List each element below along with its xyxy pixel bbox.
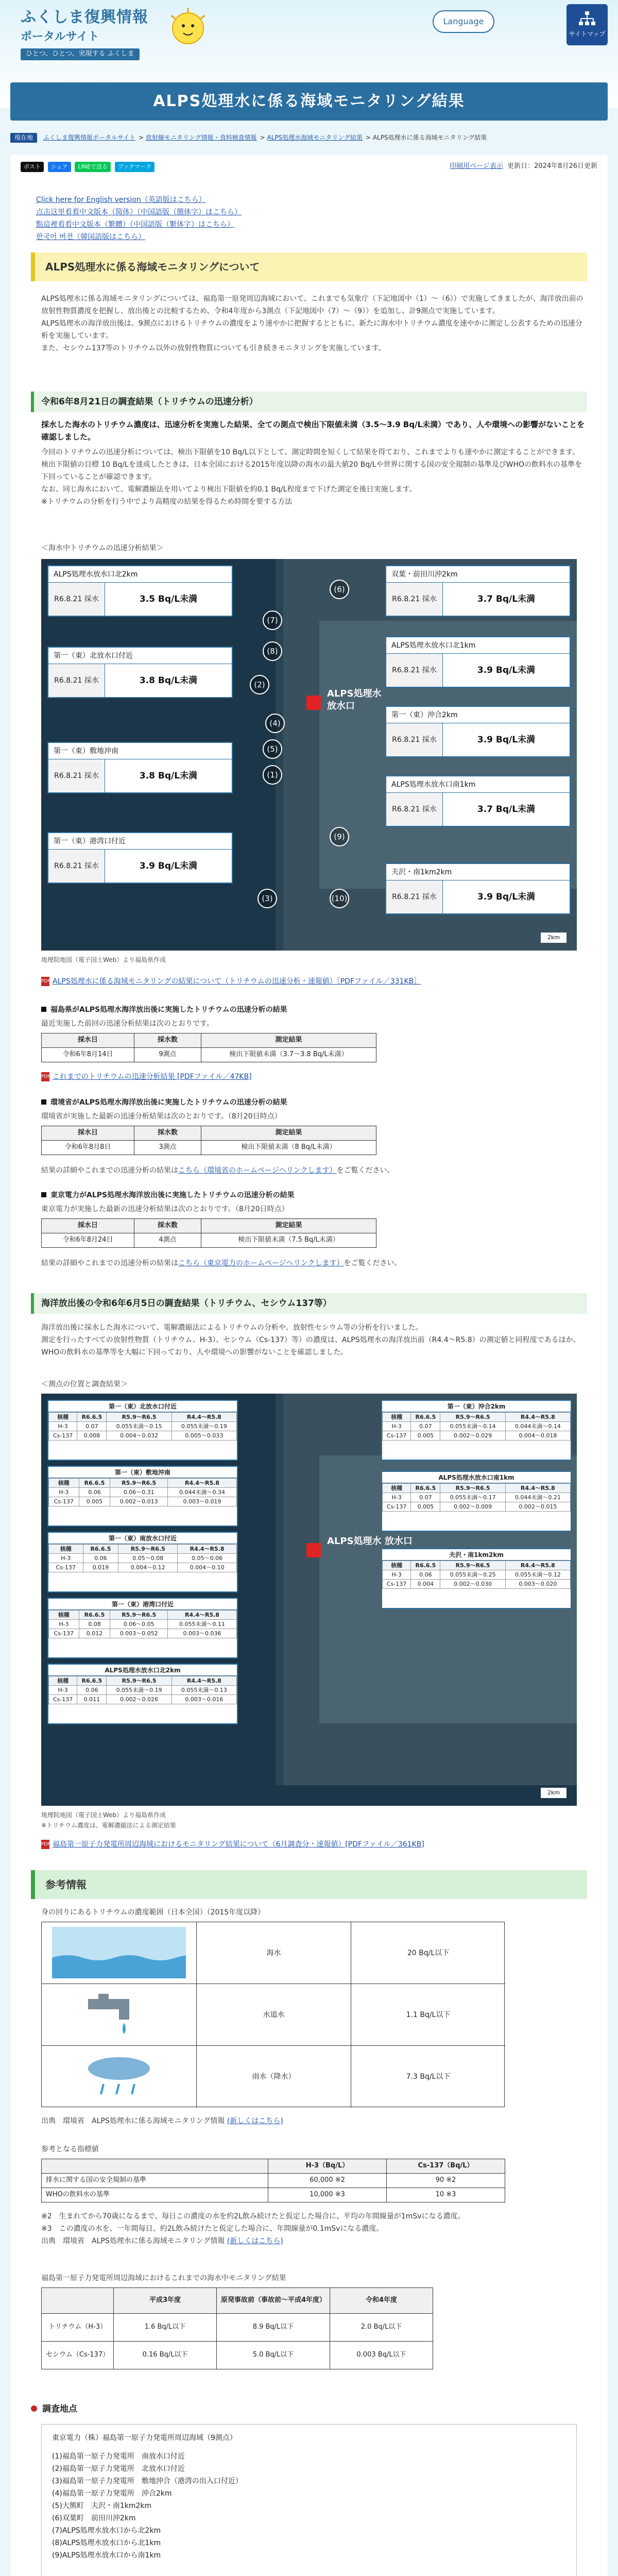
share-facebook-button[interactable]: シェア — [48, 162, 71, 172]
station-value: 3.9 Bq/L未満 — [477, 665, 536, 675]
station-marker: (6) — [330, 580, 349, 599]
map-caption: ＜海水中トリチウムの迅速分析結果＞ — [41, 544, 164, 552]
station-name: ALPS処理水放水口北2km — [48, 566, 232, 583]
station-card-10 — [385, 863, 571, 914]
station-value: 3.9 Bq/L未満 — [477, 891, 536, 902]
page-title: ALPS処理水に係る海域モニタリング結果 — [153, 92, 465, 110]
result-card: 第一（東）南放水口付近 核種 R6.6.5 R5.9～R6.5 R4.4～R5.8 H-3 0.06 0.05～0.08 0.05～0.06 Cs-137 0.019 0.004～0.12 0.004～0.10 — [47, 1532, 238, 1592]
station-card-5 — [47, 832, 233, 884]
list-item: (7)ALPS処理水放水口から北2km — [52, 2527, 161, 2535]
item-value: 1.1 Bq/L以下 — [351, 1984, 505, 2046]
table-row: 令和6年8月24日 4測点 検出下限値未満（7.5 Bq/L未満） — [42, 1233, 376, 1248]
col-header: 採水数 — [134, 1033, 201, 1048]
station-card-6 — [385, 565, 571, 617]
note-line: 今回のトリチウムの迅速分析については、検出下限値を10 Bq/L以下として、測定時間を短くして結果を得ており、これまでよりも速やかに測定することができます。 — [41, 448, 580, 456]
pdf-icon: PDF — [41, 977, 49, 986]
tepco-results-note: 結果の詳細やこれまでの迅速分析の結果はこちら（東京電力のホームページへリンクします）をご覧ください。 — [41, 1259, 402, 1267]
station-value: 3.7 Bq/L未満 — [477, 594, 536, 604]
section1-body — [41, 293, 587, 354]
item-value: 7.3 Bq/L以下 — [351, 2046, 505, 2108]
share-x-button[interactable]: ポスト — [21, 162, 44, 172]
breadcrumb-link[interactable]: ふくしま復興情報ポータルサイト — [43, 134, 136, 141]
sitemap-label: サイトマップ — [569, 30, 606, 38]
rapid-analysis-lead: 採水した海水のトリチウム濃度は、迅速分析を実施した結果、全ての測点で検出下限値未満（3.5～3.9 Bq/L未満）であり、人や環境への影響がないことを確認しました。 — [41, 420, 585, 442]
station-value: 3.5 Bq/L未満 — [139, 594, 198, 604]
alps-outlet-marker — [306, 696, 321, 710]
pdf-icon: PDF — [41, 1840, 49, 1849]
main-content — [10, 155, 608, 2576]
pdf-link-text[interactable]: ALPS処理水に係る海域モニタリングの結果について（トリチウムの迅速分析・速報値）［PDFファイル／331KB］ — [53, 977, 421, 986]
station-marker: (8) — [263, 641, 282, 661]
station-card-8 — [385, 636, 571, 688]
page-meta — [450, 162, 597, 172]
table-row: Cs-137 0.005 0.002～0.029 0.004～0.018 — [383, 1431, 571, 1440]
table-row: Cs-137 0.005 0.002～0.013 0.003～0.019 — [49, 1497, 237, 1506]
station-value: 3.8 Bq/L未満 — [139, 675, 198, 686]
june-map-caption: ＜測点の位置と調査結果＞ — [41, 1380, 128, 1388]
table-row: H-3 0.06 0.05～0.08 0.05～0.06 — [49, 1554, 237, 1563]
alps-outlet-marker — [306, 1543, 321, 1557]
print-link[interactable]: 印刷用ページ表示 — [450, 162, 503, 170]
station-name: 第一（東）敷地沖南 — [48, 743, 232, 759]
station-marker: (7) — [263, 611, 282, 630]
table-row: Cs-137 0.008 0.004～0.032 0.005～0.033 — [49, 1431, 237, 1440]
june-map-source: 地理院地図（電子国土Web）より福島県作成 — [41, 1811, 166, 1819]
station-marker: (3) — [258, 889, 277, 908]
sea-illustration — [42, 1922, 196, 1983]
station-name: 第一（東）敷地沖南 — [48, 1467, 237, 1478]
site-title[interactable]: ふくしま復興情報 — [21, 8, 148, 26]
table-row: WHOの飲料水の基準 10,000 ※3 10 ※3 — [42, 2188, 505, 2202]
mascot-icon — [165, 5, 211, 52]
result-card: 第一（東）敷地沖南 核種 R6.6.5 R5.9～R6.5 R4.4～R5.8 H-3 0.06 0.06～0.31 0.044未満～0.34 Cs-137 0.005 0.002～0.013 0.003～0.019 — [47, 1466, 238, 1527]
site-subtitle[interactable]: ポータルサイト — [21, 30, 99, 43]
reference-subheading: 身の回りにあるトリチウムの濃度範囲（日本全国）（2015年度以降） — [41, 1908, 265, 1917]
list-item: (8)ALPS処理水放水口から北1km — [52, 2539, 161, 2547]
share-line-button[interactable]: LINEで送る — [75, 162, 111, 172]
tepco-link[interactable]: こちら（東京電力のホームページへリンクします） — [178, 1259, 344, 1267]
reference-source: 出典 環境省 ALPS処理水に係る海域モニタリング情報 (新しくはこちら) — [41, 2117, 283, 2125]
result-card: 第一（東）沖合2km 核種 R6.6.5 R5.9～R6.5 R4.4～R5.8 H-3 0.07 0.055未満～0.14 0.044未満～0.14 Cs-137 0.005 0.002～0.029 0.004～0.018 — [381, 1400, 572, 1461]
fukushima-results-intro: 最近実施した前回の迅速分析結果は次のとおりです。 — [41, 1020, 214, 1028]
list-item: (3)福島第一原子力発電所 敷地沖合（港湾の出入口付近） — [52, 2477, 243, 2485]
moe-link[interactable]: こちら（環境省のホームページへリンクします） — [178, 1166, 337, 1175]
section-heading-rapid-analysis: 令和6年8月21日の調査結果（トリチウムの迅速分析） — [31, 392, 587, 412]
breadcrumb: 現在地 ふくしま復興情報ポータルサイト > 放射線モニタリング情報・食料検査情報 > ALPS処理水海域モニタリング結果 > ALPS処理水に係る海域モニタリング結果 — [10, 133, 608, 147]
rapid-analysis-map — [41, 559, 577, 951]
item-label: 雨水（降水） — [196, 2046, 351, 2108]
past-results-table: 平成3年度 原発事故前（事故前～平成4年度） 令和4年度 トリチウム（H-3） 1.6 Bq/L以下 8.9 Bq/L以下 2.0 Bq/L以下 セシウム（Cs-137） 0.16 Bq/L以下 5.0 Bq/L以下 0.003 Bq/L以下 — [41, 2287, 433, 2369]
table-row: セシウム（Cs-137） 0.16 Bq/L以下 5.0 Bq/L以下 0.003 Bq/L以下 — [42, 2342, 433, 2369]
table-row: 排水に関する国の安全規制の基準 60,000 ※2 90 ※2 — [42, 2174, 505, 2188]
table-row: H-3 0.08 0.06～0.05 0.055未満～0.11 — [49, 1620, 237, 1629]
breadcrumb-link[interactable]: 放射線モニタリング情報・食料検査情報 — [145, 134, 257, 141]
page-title-bar — [10, 82, 608, 121]
breadcrumb-here-label: 現在地 — [10, 133, 37, 143]
std-notes: ※2 生まれてから70歳になるまで、毎日この濃度の水を約2L飲み続けたと仮定した場合に、平均の年間線量が1mSvになる濃度。 ※3 この濃度の水を、一年間毎日、約2L飲み続けたと仮定した場合に、年間線量が0.1mSvになる濃度。 出典 環境省 ALPS処理水に係る海域モニタリング情報 (新しくはこちら) — [41, 2212, 465, 2245]
station-name: 第一（東）港湾口付近 — [48, 833, 232, 850]
col-header: 採水日 — [42, 1033, 134, 1048]
table-row: Cs-137 0.005 0.002～0.009 0.002～0.015 — [383, 1502, 571, 1512]
fukushima-results-table — [41, 1033, 376, 1062]
col-header: 測定結果 — [201, 1033, 376, 1048]
list-item: (6)双葉町 前田川沖2km — [52, 2514, 136, 2522]
station-name: 双葉・前田川沖2km — [386, 566, 570, 583]
station-card-9 — [385, 775, 571, 827]
station-marker: (10) — [330, 889, 349, 908]
station-marker: (2) — [250, 675, 269, 694]
result-card: 夫沢・南1km2km 核種 R6.6.5 R5.9～R6.5 R4.4～R5.8 H-3 0.06 0.055未満～0.25 0.055未満～0.12 Cs-137 0.004 0.002～0.030 0.003～0.020 — [381, 1548, 572, 1609]
site-header — [0, 0, 618, 108]
table-row: H-3 0.06 0.06～0.31 0.044未満～0.34 — [49, 1488, 237, 1497]
station-marker: (9) — [330, 827, 349, 846]
station-name: 第一（東）北放水口付近 — [48, 1401, 237, 1412]
tepco-results-intro: 東京電力が実施した最新の迅速分析結果は次のとおりです。（8月20日時点） — [41, 1205, 289, 1213]
station-card-2 — [47, 647, 233, 698]
language-links — [36, 194, 345, 243]
moe-results-table: 採水日 採水数 測定結果 令和6年8月8日 3測点 検出下限値未満（8 Bq/L未満） — [41, 1126, 376, 1155]
pdf-link-rapid[interactable] — [41, 976, 556, 987]
list-item: (9)ALPS処理水放水口から南1km — [52, 2551, 161, 2560]
station-value: 3.9 Bq/L未満 — [139, 860, 198, 871]
past-caption: 福島第一原子力発電所周辺海域におけるこれまでの海水中モニタリング結果 — [41, 2274, 286, 2282]
moe-results-note: 結果の詳細やこれまでの迅速分析の結果はこちら（環境省のホームページへリンクします）をご覧ください。 — [41, 1166, 394, 1175]
survey-area-heading: 調査地点 — [31, 2401, 587, 2417]
station-name: ALPS処理水放水口北2km — [48, 1665, 237, 1676]
fukushima-results-heading: 福島県がALPS処理水海洋放出後に実施したトリチウムの迅速分析の結果 — [41, 1005, 556, 1015]
station-value: 3.9 Bq/L未満 — [477, 734, 536, 745]
result-card: 第一（東）港湾口付近 核種 R6.6.5 R5.9～R6.5 R4.4～R5.8 H-3 0.08 0.06～0.05 0.055未満～0.11 Cs-137 0.012 0.003～0.052 0.003～0.036 — [47, 1598, 238, 1658]
table-row: H-3 0.06 0.055未満～0.19 0.055未満～0.13 — [49, 1686, 237, 1695]
table-row: Cs-137 0.011 0.002～0.026 0.003～0.016 — [49, 1695, 237, 1704]
std-source-link[interactable]: (新しくはこちら) — [227, 2237, 283, 2245]
sample-date: R6.8.21 採水 — [48, 664, 105, 697]
tepco-results-table: 採水日 採水数 測定結果 令和6年8月24日 4測点 検出下限値未満（7.5 Bq/L未満） — [41, 1218, 376, 1248]
station-card-3 — [47, 742, 233, 793]
station-name: 第一（東）北放水口付近 — [48, 648, 232, 664]
station-name: ALPS処理水放水口南1km — [382, 1472, 571, 1483]
station-name: 夫沢・南1km2km — [386, 864, 570, 880]
station-card-7 — [47, 565, 233, 617]
pdf-link-history[interactable] — [41, 1072, 556, 1082]
table-row: H-3 0.06 0.055未満～0.25 0.055未満～0.12 — [383, 1570, 571, 1580]
station-name: ALPS処理水放水口北1km — [386, 637, 570, 654]
station-name: 第一（東）沖合2km — [386, 707, 570, 723]
std-caption: 参考となる指標値 — [41, 2145, 99, 2154]
note-line: ※トリチウムの分析を行う中でより高精度の結果を得るため時間を要する方法 — [41, 498, 293, 506]
result-card: 第一（東）北放水口付近 核種 R6.6.5 R5.9～R6.5 R4.4～R5.8 H-3 0.07 0.055未満～0.15 0.055未満～0.19 Cs-137 0.008 0.004～0.032 0.005～0.033 — [47, 1400, 238, 1461]
station-name: 第一（東）沖合2km — [382, 1401, 571, 1412]
lang-link-korean[interactable]: 한국어 버전（韓国語版はこちら） — [36, 233, 146, 241]
sample-date: R6.8.21 採水 — [48, 583, 105, 616]
june-map-note: ※トリチウム濃度は、電解濃縮法による測定結果 — [41, 1822, 176, 1829]
survey-area-box: 東京電力（株）福島第一原子力発電所周辺海域（9測点） (1)福島第一原子力発電所 南放水口付近 (2)福島第一原子力発電所 北放水口付近 (3)福島第一原子力発電所 敷地沖合（港湾の出入口付近） (4)福島第一原子力発電所 沖合2km (5)大熊町 夫沢・南1km2km (6)双葉町 前田川沖2km (7)ALPS処理水放水口から北2km (8)ALPS処理水放水口から北1km (9)ALPS処理水放水口から南1km — [41, 2424, 577, 2576]
map-source: 地理院地図（電子国土Web）より福島県作成 — [41, 956, 166, 963]
site-tagline: ひとつ、ひとつ、実現する ふくしま — [21, 48, 140, 60]
section1-paragraph: ALPS処理水に係る海域モニタリングについては、福島第一原発周辺海域において、これまでも気象庁（下記地図中（1）～（6））で実施してきましたが、海洋放出前の放射性物質濃度を把握し、放出後との比較するため、令和4年度から3測点（下記地図中（7）～（9））を追加し、計9測点で実施しています。 — [41, 295, 583, 315]
section-heading-june-survey: 海洋放出後の令和6年6月5日の調査結果（トリチウム、セシウム137等） — [31, 1293, 587, 1314]
lang-link-chinese-traditional[interactable]: 點這裡看看中文版本（繁體）（中国語版（繁体字）はこちら） — [36, 221, 234, 229]
item-label: 海水 — [196, 1922, 351, 1984]
sitemap-button[interactable] — [566, 4, 608, 45]
item-value: 20 Bq/L以下 — [351, 1922, 505, 1984]
note-line: なお、同じ海水において、電解濃縮法を用いてより検出下限値を約0.1 Bq/L程度まで下げた測定を後日実施します。 — [41, 485, 417, 494]
list-item: (1)福島第一原子力発電所 南放水口付近 — [52, 2452, 185, 2461]
june-survey-body: 海洋放出後に採水した海水について、電解濃縮法によるトリチウムの分析や、放射性セシウム等の分析を行いました。 測定を行ったすべての放射性物質（トリチウム、H-3）、セシウム（Cs-137）等）の濃度は、ALPS処理水の海洋放出前（R4.4～R5.8）の測定値と同程度であるほか、WHOの飲料水の基準等を大幅に下回っており、人や環境への影響がないことを確認しました。 — [41, 1324, 580, 1357]
item-label: 水道水 — [196, 1984, 351, 2046]
station-card-4 — [385, 706, 571, 757]
table-row: Cs-137 0.004 0.002～0.030 0.003～0.020 — [383, 1580, 571, 1589]
moe-results-intro: 環境省が実施した最新の迅速分析結果は次のとおりです。（8月20日時点） — [41, 1112, 282, 1121]
lang-link-english[interactable]: Click here for English version（英語版はこちら） — [36, 196, 206, 204]
breadcrumb-current: ALPS処理水に係る海域モニタリング結果 — [372, 134, 487, 141]
tritium-range-table — [41, 1922, 505, 2107]
sitemap-icon — [579, 11, 595, 26]
sample-date: R6.8.21 採水 — [386, 654, 443, 687]
result-card: ALPS処理水放水口南1km 核種 R6.6.5 R5.9～R6.5 R4.4～R5.8 H-3 0.07 0.055未満～0.17 0.044未満～0.21 Cs-137 0.005 0.002～0.009 0.002～0.015 — [381, 1471, 572, 1532]
station-value: 3.7 Bq/L未満 — [477, 804, 536, 815]
rapid-analysis-notes — [41, 446, 587, 508]
table-row: H-3 0.07 0.055未満～0.15 0.055未満～0.19 — [49, 1422, 237, 1431]
sample-date: R6.8.21 採水 — [386, 583, 443, 616]
section-heading-monitoring: ALPS処理水に係る海域モニタリングについて — [31, 252, 587, 281]
pdf-icon: PDF — [41, 1072, 49, 1081]
map-scale: 2km — [541, 1788, 566, 1798]
alps-outlet-label: ALPS処理水 放水口 — [327, 688, 382, 711]
pdf-link-june[interactable] — [41, 1839, 556, 1850]
pdf-link-text[interactable]: これまでのトリチウムの迅速分析結果 [PDFファイル／47KB] — [53, 1073, 252, 1081]
alps-outlet-label: ALPS処理水 放水口 — [327, 1536, 413, 1547]
station-value: 3.8 Bq/L未満 — [139, 770, 198, 781]
section1-paragraph: ALPS処理水の海洋放出後は、9測点におけるトリチウムの濃度をより速やかに把握するとともに、新たに海水中トリチウム濃度を速やかに測定し公表するための迅速分析を実施しています。 — [41, 319, 582, 340]
language-button[interactable]: Language — [433, 10, 494, 33]
result-card: ALPS処理水放水口北2km 核種 R6.6.5 R5.9～R6.5 R4.4～R5.8 H-3 0.06 0.055未満～0.19 0.055未満～0.13 Cs-137 0.011 0.002～0.026 0.003～0.016 — [47, 1664, 238, 1724]
reference-source-link[interactable]: (新しくはこちら) — [227, 2117, 283, 2125]
section-heading-reference: 参考情報 — [31, 1870, 587, 1899]
pdf-link-text[interactable]: 福島第一原子力発電所周辺海域におけるモニタリング結果について（6月調査分・速報値）[PDFファイル／361KB] — [53, 1840, 424, 1849]
tepco-results-heading: 東京電力がALPS処理水海洋放出後に実施したトリチウムの迅速分析の結果 — [41, 1190, 556, 1200]
sample-date: R6.8.21 採水 — [386, 793, 443, 826]
list-item: (4)福島第一原子力発電所 沖合2km — [52, 2489, 172, 2498]
share-bar — [21, 162, 597, 175]
station-name: 第一（東）南放水口付近 — [48, 1533, 237, 1544]
table-row: トリチウム（H-3） 1.6 Bq/L以下 8.9 Bq/L以下 2.0 Bq/L以下 — [42, 2314, 433, 2342]
rain-icon — [42, 2046, 196, 2107]
tap-water-icon — [42, 1984, 196, 2045]
table-row: 令和6年8月14日 9測点 検出下限値未満（3.7～3.8 Bq/L未満） — [42, 1048, 376, 1062]
sample-date: R6.8.21 採水 — [386, 880, 443, 913]
table-row: Cs-137 0.012 0.003～0.052 0.003～0.036 — [49, 1629, 237, 1638]
lang-link-chinese-simplified[interactable]: 点击这里看看中文版本（简体）（中国語版（簡体字）はこちら） — [36, 208, 242, 216]
table-row: H-3 0.07 0.055未満～0.14 0.044未満～0.14 — [383, 1422, 571, 1431]
note-line: 検出下限値の目標 10 Bq/Lを達成したときは、日本全国における2015年度以降の海水の最大値20 Bq/Lや世界に関する国の安全規制の基準及びWHOの飲料水の基準を下回っていることが確認できます。 — [41, 461, 582, 481]
share-bookmark-button[interactable]: ブックマーク — [115, 162, 154, 172]
sample-date: R6.8.21 採水 — [386, 723, 443, 756]
station-name: 第一（東）港湾口付近 — [48, 1599, 237, 1610]
list-item: (2)福島第一原子力発電所 北放水口付近 — [52, 2465, 185, 2473]
table-row: Cs-137 0.019 0.004～0.12 0.004～0.10 — [49, 1563, 237, 1572]
breadcrumb-link[interactable]: ALPS処理水海域モニタリング結果 — [267, 134, 363, 141]
station-marker: (1) — [263, 765, 282, 785]
june-survey-map — [41, 1394, 577, 1806]
station-name: 夫沢・南1km2km — [382, 1549, 571, 1561]
standards-table: H-3（Bq/L） Cs-137（Bq/L） 排水に関する国の安全規制の基準 60,000 ※2 90 ※2 WHOの飲料水の基準 10,000 ※3 10 ※3 — [41, 2159, 505, 2202]
moe-results-heading: 環境省がALPS処理水海洋放出後に実施したトリチウムの迅速分析の結果 — [41, 1097, 556, 1108]
sample-date: R6.8.21 採水 — [48, 850, 105, 883]
table-row: 令和6年8月8日 3測点 検出下限値未満（8 Bq/L未満） — [42, 1141, 376, 1155]
station-marker: (5) — [263, 739, 282, 759]
sample-date: R6.8.21 採水 — [48, 759, 105, 792]
updated-date: 更新日：2024年8月26日更新 — [507, 162, 597, 170]
table-row: H-3 0.07 0.055未満～0.17 0.044未満～0.21 — [383, 1493, 571, 1502]
list-item: (5)大熊町 夫沢・南1km2km — [52, 2502, 152, 2510]
section1-paragraph: また、セシウム137等のトリチウム以外の放射性物質についても引き続きモニタリングを実施しています。 — [41, 344, 386, 352]
station-name: ALPS処理水放水口南1km — [386, 776, 570, 793]
map-scale: 2km — [541, 933, 566, 943]
station-marker: (4) — [265, 714, 285, 733]
